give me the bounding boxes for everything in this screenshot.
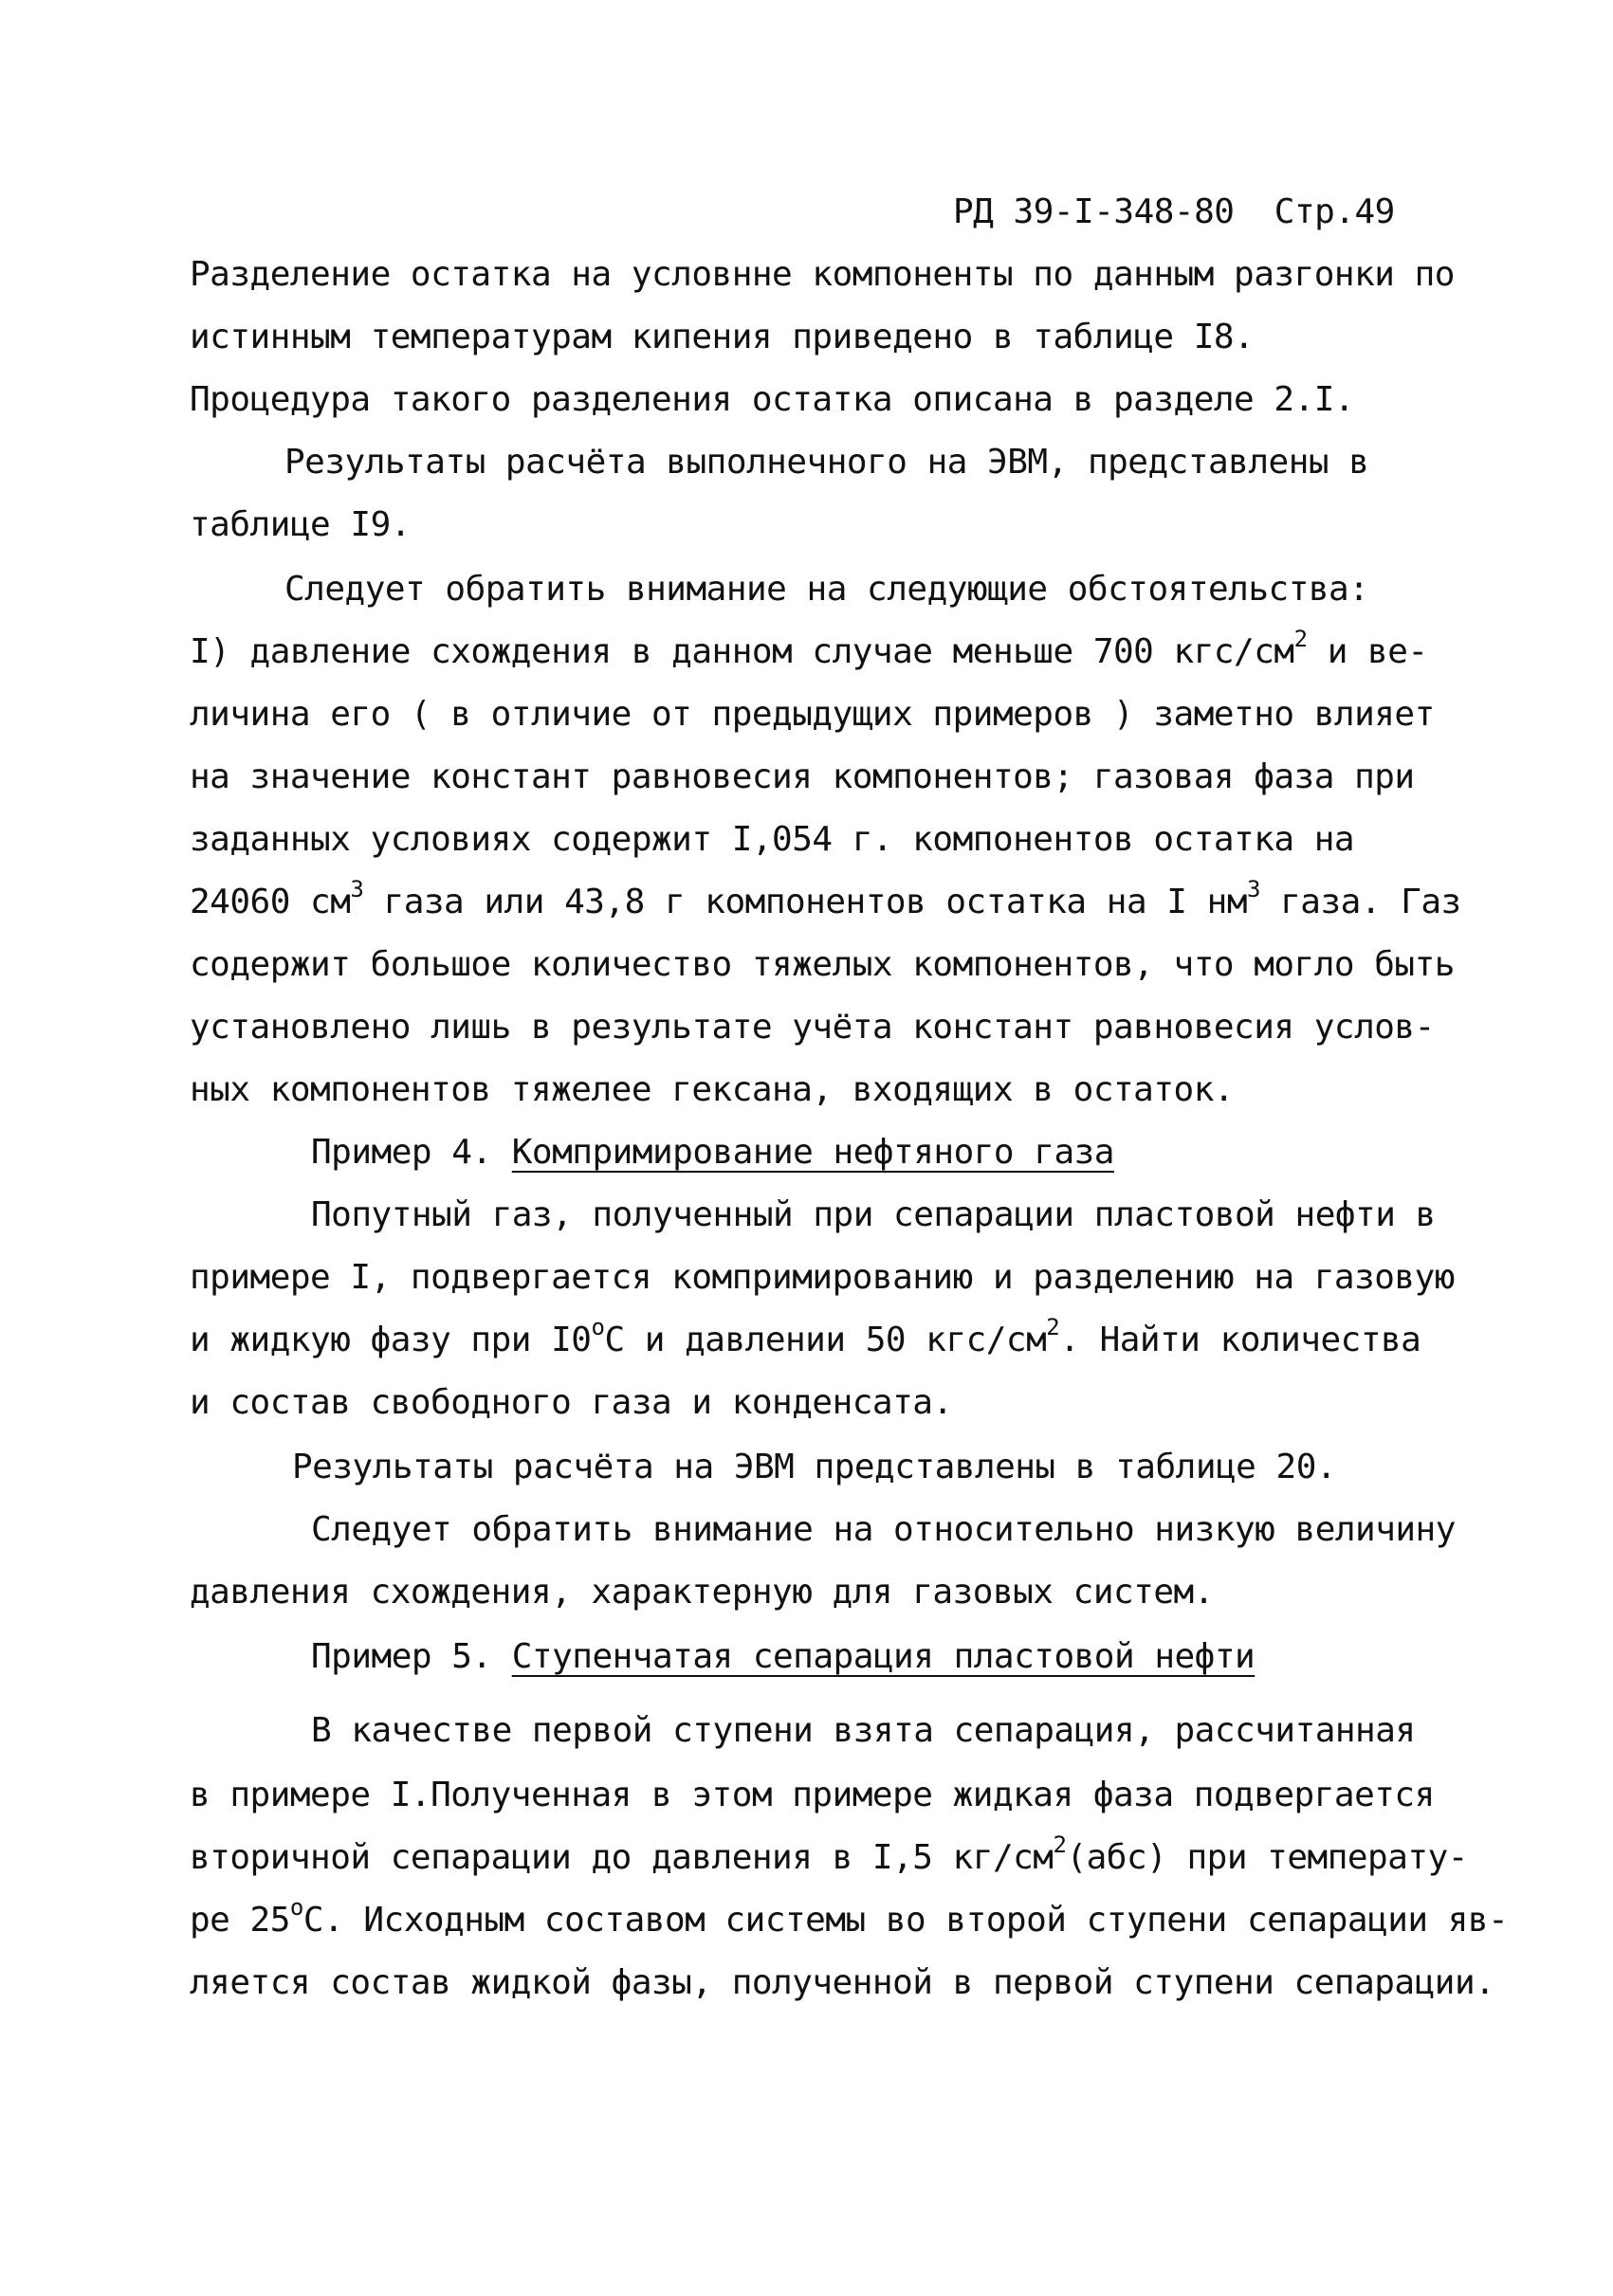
text-line: на значение констант равновесия компонентов; газовая фаза при: [190, 757, 1415, 796]
text-line: ре 25$^o$C. Исходным составом системы во второй ступени сепарации яв-: [190, 1894, 1509, 1940]
text-line: Попутный газ, полученный при сепарации пластовой нефти в: [311, 1195, 1436, 1234]
example-5-title: Ступенчатая сепарация пластовой нефти: [511, 1637, 1256, 1676]
text-line: в примере I.Полученная в этом примере жидкая фаза подвергается: [190, 1776, 1435, 1814]
text-line: истинным температурам кипения приведено в таблице I8.: [190, 318, 1255, 356]
text-line: Разделение остатка на условнне компоненты по данным разгонки по: [190, 255, 1455, 294]
page-number: Стр.49: [1274, 192, 1395, 231]
text-line: Процедура такого разделения остатка описана в разделе 2.I.: [190, 380, 1355, 419]
example-4-heading: Пример 4. Компримирование нефтяного газа: [311, 1133, 1114, 1172]
text-line: Следует обратить внимание на относительно низкую величину: [311, 1510, 1456, 1549]
text-line: ных компонентов тяжелее гексана, входящих в остаток.: [190, 1070, 1235, 1109]
text-line: таблице I9.: [190, 505, 411, 544]
text-line: и состав свободного газа и конденсата.: [190, 1383, 953, 1422]
text-line: Следует обратить внимание на следующие обстоятельства:: [284, 570, 1369, 609]
doc-code: РД 39-I-348-80: [953, 192, 1235, 231]
page-header: [953, 192, 1395, 231]
example-4-title: Компримирование нефтяного газа: [511, 1133, 1114, 1172]
text-line: примере I, подвергается компримированию и разделению на газовую: [190, 1258, 1455, 1297]
text-line: I) давление схождения в данном случае меньше 700 кгс/$см^2$ и ве-: [190, 626, 1428, 671]
text-line: 24060 $см^3$ газа или 43,8 г компонентов остатка на I $нм^3$ газа. Газ: [190, 876, 1461, 921]
text-line: Результаты расчёта выполнечного на ЭВМ, представлены в: [284, 443, 1369, 482]
text-line: вторичной сепарации до давления в I,5 $кг/см^2(абс)$ при температу-: [190, 1831, 1468, 1877]
text-line: личина его ( в отличие от предыдущих примеров ) заметно влияет: [190, 695, 1435, 734]
text-line: Результаты расчёта на ЭВМ представлены в таблице 20.: [292, 1448, 1337, 1486]
text-line: содержит большое количество тяжелых компонентов, что могло быть: [190, 945, 1455, 984]
text-line: ляется состав жидкой фазы, полученной в первой ступени сепарации.: [190, 1963, 1495, 2002]
text-line: установлено лишь в результате учёта констант равновесия услов-: [190, 1008, 1435, 1047]
text-line: заданных условиях содержит I,054 г. компонентов остатка на: [190, 820, 1355, 859]
text-line: и жидкую фазу при I0$^o$C и давлении 50 кгс/$см^2$. Найти количества: [190, 1314, 1421, 1359]
text-line: давления схождения, характерную для газовых систем.: [190, 1573, 1214, 1612]
example-5-heading: Пример 5. Ступенчатая сепарация пластовой нефти: [311, 1637, 1256, 1676]
text-line: В качестве первой ступени взята сепарация, рассчитанная: [311, 1711, 1416, 1750]
